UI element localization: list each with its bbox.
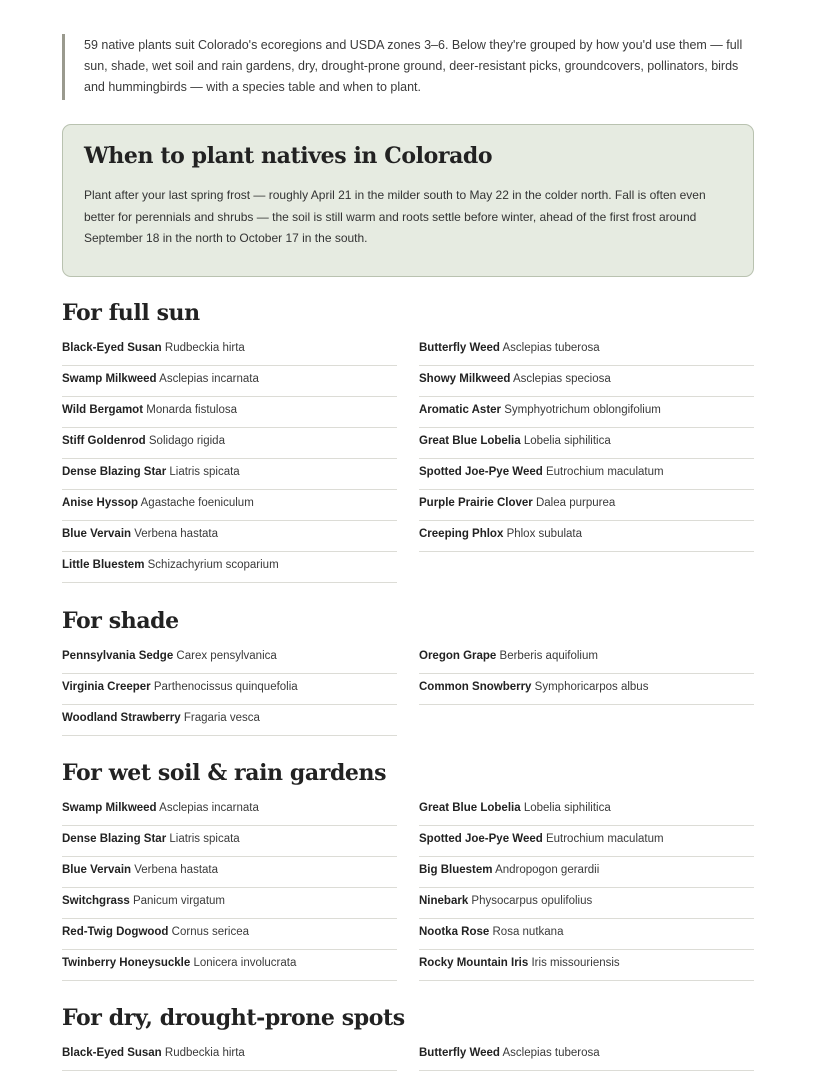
plant-row: [419, 521, 754, 552]
section-shade: [62, 605, 754, 736]
plant-scientific-name: Asclepias incarnata: [159, 802, 259, 814]
plant-row: [62, 857, 397, 888]
plant-scientific-name: Phlox subulata: [506, 528, 583, 540]
plant-scientific-name: Asclepias incarnata: [159, 373, 259, 385]
section-heading: For full sun: [62, 300, 200, 326]
plant-column-right: [419, 335, 754, 583]
plant-row: [419, 428, 754, 459]
callout-title: When to plant natives in Colorado: [84, 143, 493, 169]
plant-scientific-name: Symphoricarpos albus: [534, 681, 649, 693]
plant-common-name: Big Bluestem: [419, 864, 493, 876]
plant-scientific-name: Panicum virgatum: [132, 895, 225, 907]
plant-row: [62, 705, 397, 736]
plant-list: [62, 643, 754, 736]
plant-common-name: Blue Vervain: [62, 864, 132, 876]
plant-scientific-name: Liatris spicata: [169, 833, 240, 845]
plant-common-name: Great Blue Lobelia: [419, 802, 521, 814]
plant-common-name: Pennsylvania Sedge: [62, 650, 174, 662]
plant-common-name: Swamp Milkweed: [62, 802, 157, 814]
plant-common-name: Aromatic Aster: [419, 404, 502, 416]
plant-scientific-name: Symphyotrichum oblongifolium: [504, 404, 661, 416]
plant-row: [62, 397, 397, 428]
section-heading: For shade: [62, 608, 179, 634]
plant-common-name: Purple Prairie Clover: [419, 497, 533, 509]
plant-row: [419, 674, 754, 705]
plant-common-name: Nootka Rose: [419, 926, 490, 938]
plant-common-name: Little Bluestem: [62, 559, 145, 571]
plant-common-name: Rocky Mountain Iris: [419, 957, 529, 969]
plant-row: [419, 490, 754, 521]
plant-common-name: Woodland Strawberry: [62, 712, 181, 724]
section-heading: For wet soil & rain gardens: [62, 760, 387, 786]
plant-row: [62, 795, 397, 826]
plant-row: [62, 428, 397, 459]
plant-common-name: Great Blue Lobelia: [419, 435, 521, 447]
plant-row: [62, 674, 397, 705]
intro-blockquote: [62, 34, 754, 100]
plant-common-name: Dense Blazing Star: [62, 833, 167, 845]
plant-common-name: Switchgrass: [62, 895, 130, 907]
plant-common-name: Dense Blazing Star: [62, 466, 167, 478]
plant-scientific-name: Berberis aquifolium: [499, 650, 598, 662]
plant-column-left: [62, 795, 397, 981]
plant-scientific-name: Eutrochium maculatum: [545, 833, 664, 845]
plant-column-right: [419, 795, 754, 981]
plant-common-name: Oregon Grape: [419, 650, 497, 662]
plant-row: [62, 552, 397, 583]
plant-scientific-name: Lonicera involucrata: [193, 957, 297, 969]
plant-common-name: Ninebark: [419, 895, 469, 907]
plant-common-name: Virginia Creeper: [62, 681, 151, 693]
plant-scientific-name: Physocarpus opulifolius: [471, 895, 593, 907]
plant-row: [62, 335, 397, 366]
plant-common-name: Red-Twig Dogwood: [62, 926, 169, 938]
plant-scientific-name: Parthenocissus quinquefolia: [153, 681, 298, 693]
plant-row: [419, 366, 754, 397]
plant-row: [419, 919, 754, 950]
plant-scientific-name: Carex pensylvanica: [176, 650, 277, 662]
plant-scientific-name: Dalea purpurea: [535, 497, 616, 509]
plant-scientific-name: Cornus sericea: [171, 926, 250, 938]
plant-scientific-name: Monarda fistulosa: [146, 404, 238, 416]
plant-common-name: Blue Vervain: [62, 528, 132, 540]
planting-time-callout: [62, 124, 754, 277]
plant-scientific-name: Verbena hastata: [134, 528, 219, 540]
plant-scientific-name: Liatris spicata: [169, 466, 240, 478]
callout-body: Plant after your last spring frost — roughly April 21 in the milder south to May 22 in the colder north. Fall is often even better for perennials and shrubs — the soil is still warm and roots settle before winter, ahead of the first frost around September 18 in the north to October 17 in the south.: [84, 188, 706, 245]
plant-scientific-name: Rudbeckia hirta: [164, 1047, 245, 1059]
plant-scientific-name: Asclepias tuberosa: [502, 342, 600, 354]
plant-row: [62, 888, 397, 919]
plant-list: [62, 335, 754, 583]
plant-common-name: Black-Eyed Susan: [62, 342, 162, 354]
section-wet-soil: [62, 757, 754, 981]
plant-scientific-name: Schizachyrium scoparium: [147, 559, 279, 571]
plant-common-name: Showy Milkweed: [419, 373, 511, 385]
plant-scientific-name: Iris missouriensis: [531, 957, 620, 969]
plant-row: [419, 795, 754, 826]
plant-row: [62, 459, 397, 490]
plant-common-name: Creeping Phlox: [419, 528, 504, 540]
plant-scientific-name: Agastache foeniculum: [140, 497, 254, 509]
plant-common-name: Twinberry Honeysuckle: [62, 957, 191, 969]
plant-row: [419, 397, 754, 428]
plant-common-name: Spotted Joe-Pye Weed: [419, 833, 543, 845]
plant-scientific-name: Andropogon gerardii: [495, 864, 600, 876]
plant-row: [62, 490, 397, 521]
plant-common-name: Butterfly Weed: [419, 1047, 500, 1059]
plant-row: [419, 459, 754, 490]
plant-common-name: Wild Bergamot: [62, 404, 144, 416]
plant-scientific-name: Lobelia siphilitica: [523, 435, 611, 447]
plant-row: [419, 335, 754, 366]
plant-row: [419, 643, 754, 674]
plant-common-name: Anise Hyssop: [62, 497, 139, 509]
plant-scientific-name: Asclepias tuberosa: [502, 1047, 600, 1059]
plant-list: [62, 795, 754, 981]
section-heading: For dry, drought-prone spots: [62, 1005, 405, 1031]
plant-row: [62, 521, 397, 552]
plant-common-name: Black-Eyed Susan: [62, 1047, 162, 1059]
plant-common-name: Common Snowberry: [419, 681, 532, 693]
plant-row: [62, 826, 397, 857]
section-dry: [62, 1002, 754, 1071]
plant-scientific-name: Eutrochium maculatum: [545, 466, 664, 478]
plant-scientific-name: Lobelia siphilitica: [523, 802, 611, 814]
plant-row: [419, 826, 754, 857]
plant-common-name: Spotted Joe-Pye Weed: [419, 466, 543, 478]
plant-row: [62, 950, 397, 981]
plant-common-name: Butterfly Weed: [419, 342, 500, 354]
plant-column-right: [419, 643, 754, 736]
plant-scientific-name: Rudbeckia hirta: [164, 342, 245, 354]
plant-scientific-name: Asclepias speciosa: [512, 373, 611, 385]
plant-scientific-name: Verbena hastata: [134, 864, 219, 876]
plant-column-left: [62, 643, 397, 736]
plant-column-left: [62, 335, 397, 583]
section-full-sun: [62, 297, 754, 583]
plant-common-name: Swamp Milkweed: [62, 373, 157, 385]
plant-row: [419, 950, 754, 981]
plant-row: [62, 919, 397, 950]
plant-row: [62, 643, 397, 674]
plant-row: [62, 366, 397, 397]
plant-row: [419, 888, 754, 919]
plant-scientific-name: Fragaria vesca: [183, 712, 260, 724]
plant-scientific-name: Rosa nutkana: [492, 926, 564, 938]
plant-row: [419, 857, 754, 888]
intro-text: 59 native plants suit Colorado's ecoregions and USDA zones 3–6. Below they're grouped by how you'd use them — full sun, shade, wet soil and rain gardens, dry, drought-prone ground, deer-resistant picks, groundcovers, pollinators, birds and hummingbirds — with a species table and when to plant.: [84, 38, 743, 94]
plant-scientific-name: Solidago rigida: [148, 435, 225, 447]
plant-common-name: Stiff Goldenrod: [62, 435, 146, 447]
